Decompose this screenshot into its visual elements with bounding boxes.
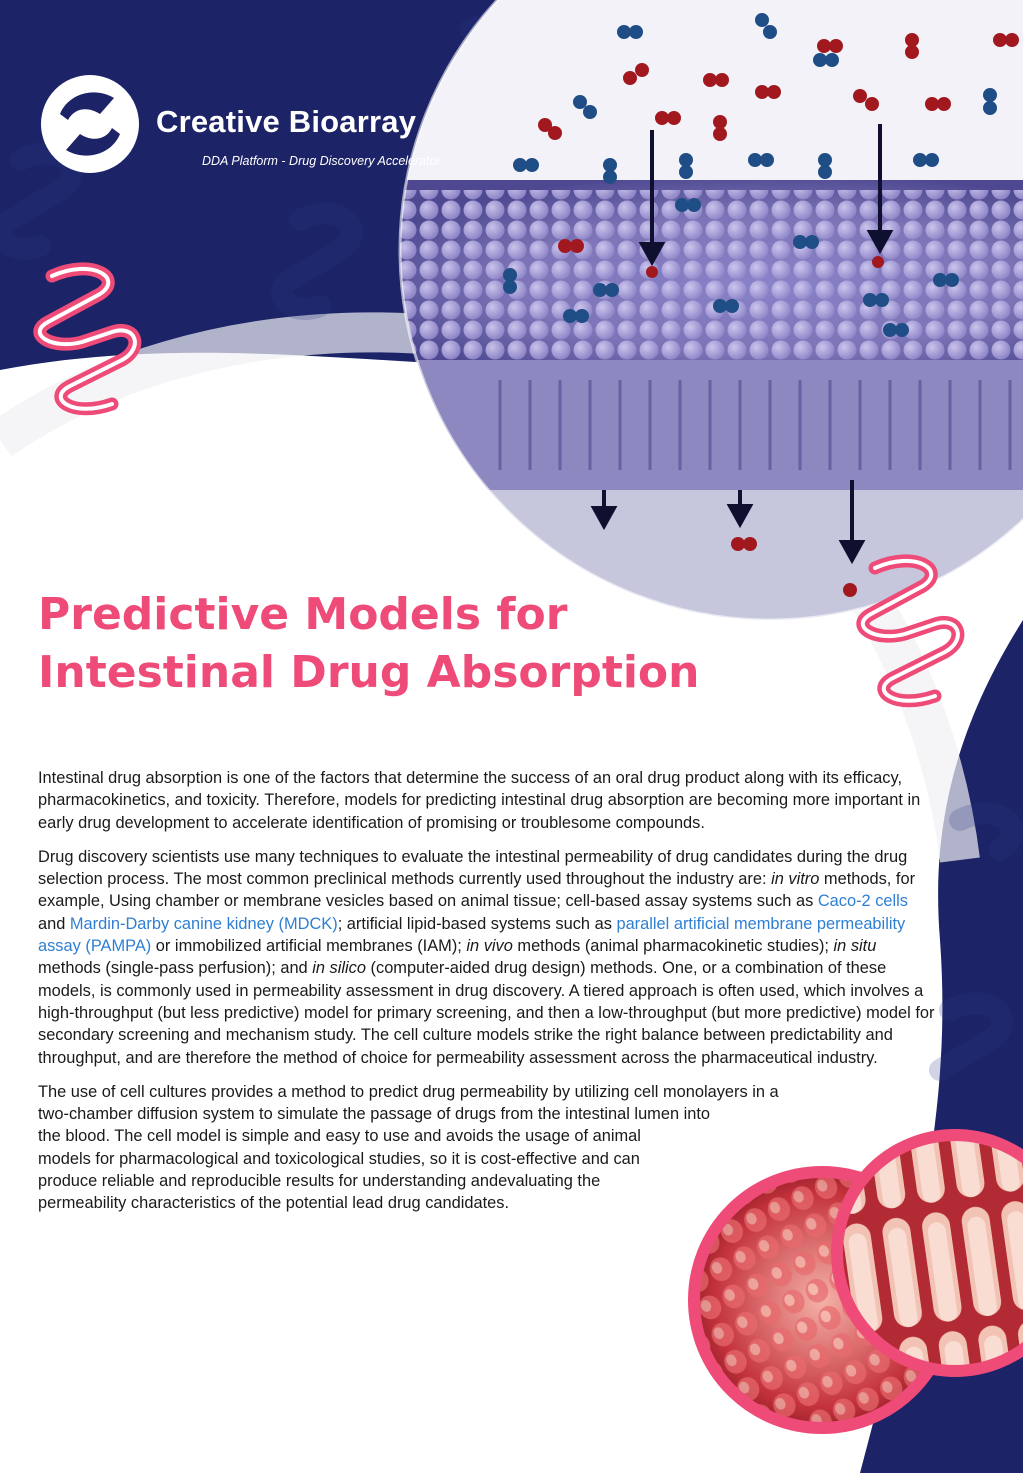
p2-text-1: Drug discovery scientists use many techniques to evaluate the intestinal permeability of drug candidates during the drug selection process. The most common preclinical methods currently used throughout the industry are: [38,847,908,889]
caco2-link[interactable]: Caco-2 cells [817,892,908,911]
p2-text-3: and [38,914,70,933]
p2-text-5: or immobilized artificial membranes (IAM); [151,937,467,956]
brand-tagline: DDA Platform - Drug Discovery Accelerator [202,154,441,168]
mdck-link[interactable]: Mardin-Darby canine kidney (MDCK) [69,914,338,933]
brand-name: Creative Bioarray [156,104,417,139]
paragraph-intro: Intestinal drug absorption is one of the factors that determine the success of an oral drug product along with its efficacy, pharmacokinetics, and toxicity. Therefore, models for predicting intestinal drug absorption are becoming more important in early drug development to accelerate identification of promising or troublesome compounds. [38,769,921,832]
p3-line: permeability characteristics of the potential lead drug candidates. [38,1194,510,1213]
title-line-2: Intestinal Drug Absorption [38,647,700,698]
p3-line: models for pharmacological and toxicological studies, so it is cost-effective and can [38,1149,640,1168]
p3-line: the blood. The cell model is simple and easy to use and avoids the usage of animal [38,1127,641,1146]
in-situ-term: in situ [833,937,877,956]
pampa-link[interactable]: parallel artificial membrane permeability assay (PAMPA) [38,914,906,956]
body-content [38,767,938,1227]
in-vitro-term: in vitro [771,870,820,889]
p3-line: The use of cell cultures provides a method to predict drug permeability by utilizing cell monolayers in a [38,1082,779,1101]
p3-line: two-chamber diffusion system to simulate the passage of drugs from the intestinal lumen into [38,1105,711,1124]
p2-text-8: (computer-aided drug design) methods. One, or a combination of these models, is commonly used in permeability assessment in drug discovery. A tiered approach is often used, which involves a high-throughput (but less predictive) model for primary screening, and then a low-throughput (but more predictive) model for secondary screening and mechanism study. The cell culture models strike the right balance between predictability and throughput, and are therefore the method of choice for permeability assessment across the pharmaceutical industry. [38,959,935,1067]
in-vivo-term: in vivo [466,937,513,956]
creative-bioarray-logo [38,72,142,176]
p3-line: produce reliable and reproducible results for understanding andevaluating the [38,1172,601,1191]
page-title [38,586,758,702]
paragraph-cell-cultures [38,1081,938,1215]
paragraph-methods [38,846,938,1069]
p2-text-7: methods (single-pass perfusion); and [38,959,313,978]
p2-text-4: ; artificial lipid-based systems such as [337,914,617,933]
p2-text-6: methods (animal pharmacokinetic studies); [512,937,834,956]
in-silico-term: in silico [312,959,366,978]
p2-text-2: methods, for example, Using chamber or membrane vesicles based on animal tissue; cell-based assay systems such as [38,870,916,911]
brand-block [38,72,498,182]
title-line-1: Predictive Models for [38,589,568,640]
